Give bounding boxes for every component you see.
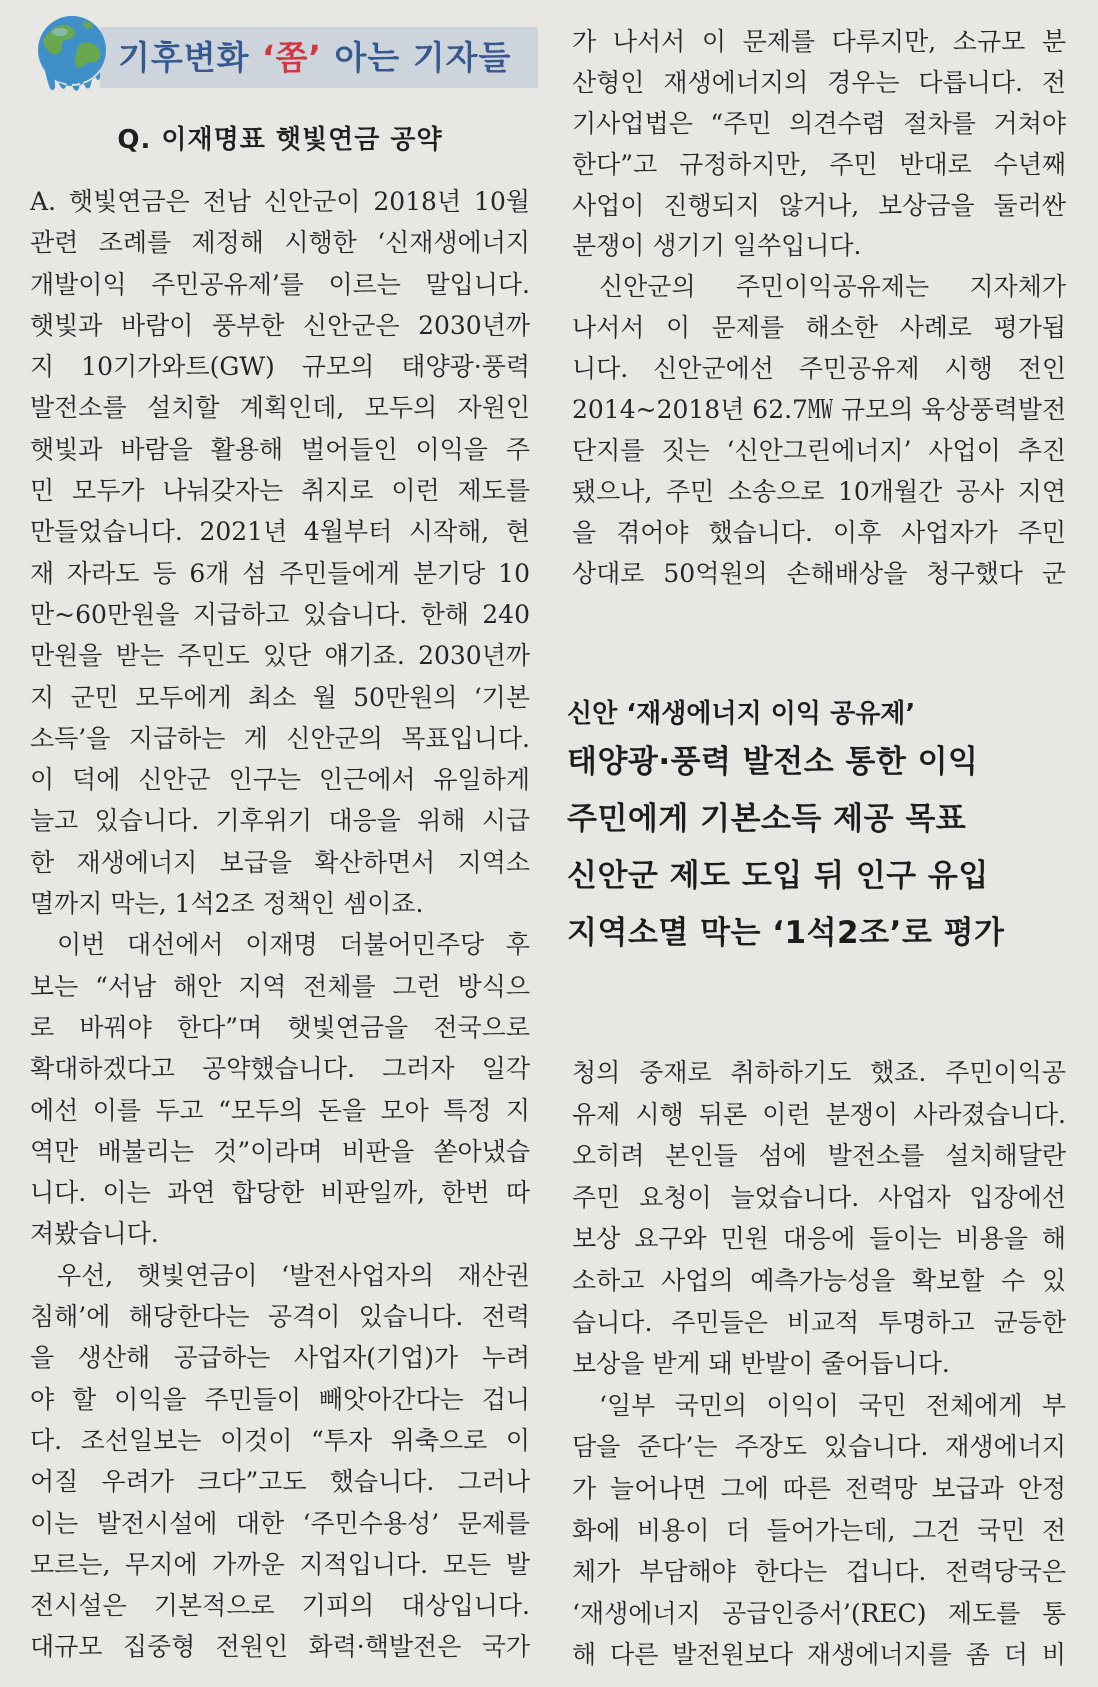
column-title-post: 아는 기자들 <box>321 38 512 77</box>
body-line: 산형인 재생에너지의 경우는 다릅니다. 전 <box>572 67 1066 97</box>
body-line: 역만 배불리는 것”이라며 비판을 쏟아냈습 <box>30 1136 530 1166</box>
body-line: 습니다. 주민들은 비교적 투명하고 균등한 <box>572 1307 1066 1337</box>
body-line: 해 다른 발전원보다 재생에너지를 좀 더 비 <box>572 1640 1066 1670</box>
body-line: 보상을 받게 돼 반발이 줄어듭니다. <box>572 1349 950 1379</box>
subheading-kicker: 신안 ‘재생에너지 이익 공유제’ <box>567 699 916 729</box>
body-line: 소득’을 지급하는 게 신안군의 목표입니다. <box>30 723 530 753</box>
body-line: 침해’에 해당한다는 공격이 있습니다. 전력 <box>30 1302 530 1332</box>
body-line: 2014~2018년 62.7㎿ 규모의 육상풍력발전 <box>572 395 1066 425</box>
body-line: 상대로 50억원의 손해배상을 청구했다 군 <box>572 558 1066 588</box>
body-line: 만원을 받는 주민도 있단 얘기죠. 2030년까 <box>30 641 530 671</box>
column-title-pre: 기후변화 <box>118 38 263 77</box>
body-line: 나서서 이 문제를 해소한 사례로 평가됩 <box>572 313 1066 343</box>
subheading-block <box>567 694 1067 962</box>
body-line: 우선, 햇빛연금이 ‘발전사업자의 재산권 <box>57 1260 530 1290</box>
body-line: 어질 우려가 크다”고도 했습니다. 그러나 <box>30 1467 530 1497</box>
body-line: 져봤습니다. <box>30 1219 159 1249</box>
body-line: 니다. 신안군에선 주민공유제 시행 전인 <box>572 354 1066 384</box>
body-line: 이번 대선에서 이재명 더불어민주당 후 <box>57 930 530 960</box>
body-line: 기사업법은 “주민 의견수렴 절차를 거쳐야 <box>572 108 1066 138</box>
body-line: 오히려 본인들 섬에 발전소를 설치해달란 <box>572 1141 1066 1171</box>
body-line: 사업이 진행되지 않거나, 보상금을 둘러싼 <box>572 190 1066 220</box>
body-line: 이 덕에 신안군 인구는 인근에서 유일하게 <box>30 765 530 795</box>
body-line: 담을 준다’는 주장도 있습니다. 재생에너지 <box>572 1432 1066 1462</box>
body-line: 유제 시행 뒤론 이런 분쟁이 사라졌습니다. <box>572 1099 1066 1129</box>
body-line: 소하고 사업의 예측가능성을 확보할 수 있 <box>572 1265 1066 1295</box>
subheading-line: 태양광·풍력 발전소 통한 이익 <box>567 744 979 780</box>
melting-globe-icon <box>30 10 114 98</box>
body-line: 개발이익 주민공유제’를 이르는 말입니다. <box>30 269 530 299</box>
subheading-line: 신안군 제도 도입 뒤 인구 유입 <box>567 858 989 894</box>
body-line: 전시설은 기본적으로 기피의 대상입니다. <box>30 1591 530 1621</box>
body-line: 한다”고 규정하지만, 주민 반대로 수년째 <box>572 149 1066 179</box>
body-line: 모르는, 무지에 가까운 지적입니다. 모든 발 <box>30 1549 530 1579</box>
body-line: 청의 중재로 취하하기도 했죠. 주민이익공 <box>572 1058 1066 1087</box>
column-title <box>100 27 538 88</box>
body-line: 늘고 있습니다. 기후위기 대응을 위해 시급 <box>30 806 530 836</box>
body-line: 분쟁이 생기기 일쑤입니다. <box>572 231 862 261</box>
column-title-emphasis: ‘쫌’ <box>262 38 322 77</box>
body-line: 됐으나, 주민 소송으로 10개월간 공사 지연 <box>572 476 1066 506</box>
body-line: ‘재생에너지 공급인증서’(REC) 제도를 통 <box>572 1598 1066 1628</box>
body-line: 보상 요구와 민원 대응에 들이는 비용을 해 <box>572 1224 1066 1254</box>
left-column <box>30 181 530 1668</box>
body-line: 로 바꿔야 한다”며 햇빛연금을 전국으로 <box>30 1012 530 1042</box>
body-line: 만들었습니다. 2021년 4월부터 시작해, 현 <box>30 517 530 547</box>
subheading-line: 지역소멸 막는 ‘1석2조’로 평가 <box>567 915 1005 951</box>
body-line: 단지를 짓는 ‘신안그린에너지’ 사업이 추진 <box>572 435 1066 465</box>
body-line: 민 모두가 나눠갖자는 취지로 이런 제도를 <box>30 476 530 506</box>
body-line: 가 늘어나면 그에 따른 전력망 보급과 안정 <box>572 1473 1066 1503</box>
body-line: ‘일부 국민의 이익이 국민 전체에게 부 <box>599 1390 1066 1420</box>
body-line: 대규모 집중형 전원인 화력·핵발전은 국가 <box>30 1632 530 1662</box>
subheading-line: 주민에게 기본소득 제공 목표 <box>567 801 967 837</box>
body-line: A. 햇빛연금은 전남 신안군이 2018년 10월 <box>30 187 530 216</box>
body-line: 재 자라도 등 6개 섬 주민들에게 분기당 10 <box>30 558 530 588</box>
body-line: 신안군의 주민이익공유제는 지자체가 <box>599 272 1066 302</box>
question-heading: Q. 이재명표 햇빛연금 공약 <box>117 125 443 155</box>
body-line: 체가 부담해야 한다는 겁니다. 전력당국은 <box>572 1557 1066 1587</box>
body-line: 야 할 이익을 주민들이 빼앗아간다는 겁니 <box>30 1384 530 1414</box>
body-line: 주민 요청이 늘었습니다. 사업자 입장에선 <box>572 1182 1066 1212</box>
body-line: 을 생산해 공급하는 사업자(기업)가 누려 <box>30 1343 530 1373</box>
body-line: 가 나서서 이 문제를 다루지만, 소규모 분 <box>572 27 1066 56</box>
body-line: 만~60만원을 지급하고 있습니다. 한해 240 <box>30 599 530 629</box>
right-column-bottom <box>572 1052 1066 1676</box>
body-line: 관련 조례를 제정해 시행한 ‘신재생에너지 <box>30 228 530 258</box>
body-line: 보는 “서남 해안 지역 전체를 그런 방식으 <box>30 971 530 1001</box>
right-column-top <box>572 22 1066 594</box>
body-line: 지 10기가와트(GW) 규모의 태양광·풍력 <box>30 352 530 382</box>
body-line: 햇빛과 바람이 풍부한 신안군은 2030년까 <box>30 310 530 340</box>
body-line: 확대하겠다고 공약했습니다. 그러자 일각 <box>30 1054 530 1084</box>
body-line: 니다. 이는 과연 합당한 비판일까, 한번 따 <box>30 1178 530 1208</box>
body-line: 에선 이를 두고 “모두의 돈을 모아 특정 지 <box>30 1095 530 1125</box>
body-line: 멸까지 막는, 1석2조 정책인 셈이죠. <box>30 889 424 919</box>
body-line: 화에 비용이 더 들어가는데, 그건 국민 전 <box>572 1515 1066 1545</box>
body-line: 햇빛과 바람을 활용해 벌어들인 이익을 주 <box>30 434 530 464</box>
body-line: 지 군민 모두에게 최소 월 50만원의 ‘기본 <box>30 682 530 712</box>
body-line: 이는 발전시설에 대한 ‘주민수용성’ 문제를 <box>30 1508 530 1538</box>
body-line: 발전소를 설치할 계획인데, 모두의 자원인 <box>30 393 530 423</box>
body-line: 한 재생에너지 보급을 확산하면서 지역소 <box>30 847 530 877</box>
body-line: 다. 조선일보는 이것이 “투자 위축으로 이 <box>30 1425 530 1455</box>
body-line: 을 겪어야 했습니다. 이후 사업자가 주민 <box>572 517 1066 547</box>
